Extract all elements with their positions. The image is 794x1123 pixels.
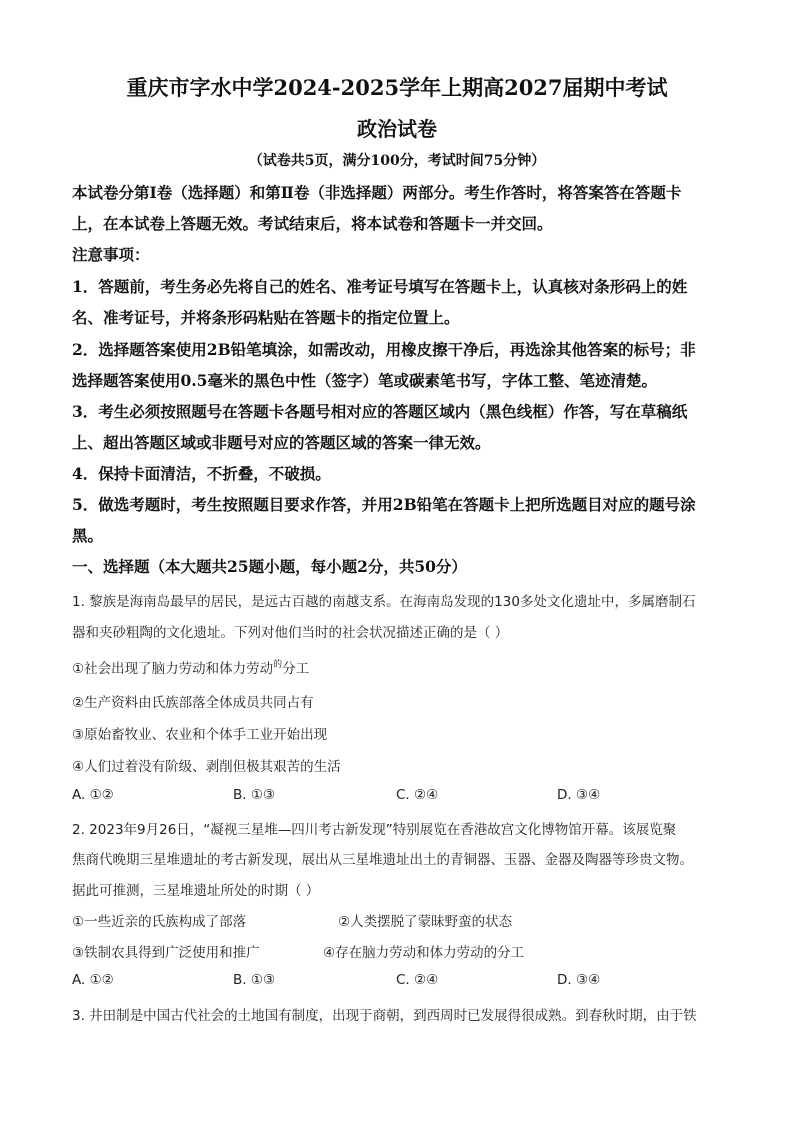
q3-stem-line-1: 3. 井田制是中国古代社会的土地国有制度，出现于商朝，到西周时已发展得很成熟。到春秋时期，由于铁: [72, 1008, 697, 1024]
notice-item-5-line-2: 黑。: [72, 526, 104, 545]
notice-item-3-line-1: 3．考生必须按照题号在答题卡各题号相对应的答题区域内（黑色线框）作答，写在草稿纸: [72, 402, 688, 421]
q2-stem-line-2: 焦商代晚期三星堆遗址的考古新发现，展出从三星堆遗址出土的青铜器、玉器、金器及陶器等珍贵文物。: [72, 852, 693, 868]
q2-statement-4: ④存在脑力劳动和体力劳动的分工: [323, 945, 525, 961]
q2-statement-2: ②人类摆脱了蒙昧野蛮的状态: [338, 914, 513, 930]
notice-heading: 注意事项：: [72, 245, 150, 264]
q1-statement-4: ④人们过着没有阶级、剥削但极其艰苦的生活: [72, 759, 341, 775]
q2-option-a[interactable]: A. ①②: [72, 972, 114, 988]
q1-option-d[interactable]: D. ③④: [557, 787, 601, 803]
q1-option-a[interactable]: A. ①②: [72, 787, 114, 803]
subject-title: 政治试卷: [357, 117, 437, 141]
q1-statement-1: [72, 657, 309, 677]
q1-statement-1-sup: 的: [273, 660, 283, 670]
q2-statement-3: ③铁制农具得到广泛使用和推广: [72, 945, 260, 961]
q1-statement-2: ②生产资料由氏族部落全体成员共同占有: [72, 695, 314, 711]
q2-stem-line-1: 2. 2023年9月26日，“凝视三星堆—四川考古新发现”特别展览在香港故宫文化博物馆开幕。该展览聚: [72, 822, 677, 838]
section-heading-choice: 一、选择题（本大题共25题小题，每小题2分，共50分）: [72, 557, 467, 576]
q1-statement-3: ③原始畜牧业、农业和个体手工业开始出现: [72, 727, 328, 743]
q1-stem-line-2: 器和夹砂粗陶的文化遗址。下列对他们当时的社会状况描述正确的是（ ）: [72, 625, 509, 641]
notice-item-3-line-2: 上、超出答题区域或非题号对应的答题区域的答案一律无效。: [72, 433, 491, 452]
q1-statement-1-end: 分工: [282, 661, 310, 677]
q2-statement-1: ①一些近亲的氏族构成了部落: [72, 914, 247, 930]
q2-stem-line-3: 据此可推测，三星堆遗址所处的时期（ ）: [72, 883, 320, 899]
intro-line-2: 上，在本试卷上答题无效。考试结束后，将本试卷和答题卡一并交回。: [72, 214, 553, 233]
exam-info: （试卷共5页，满分100分，考试时间75分钟）: [248, 153, 546, 169]
q1-option-b[interactable]: B. ①③: [233, 787, 276, 803]
notice-item-5-line-1: 5．做选考题时，考生按照题目要求作答，并用2B铅笔在答题卡上把所选题目对应的题号涂: [72, 495, 696, 514]
q1-option-c[interactable]: C. ②④: [396, 787, 439, 803]
intro-line-1: 本试卷分第Ⅰ卷（选择题）和第Ⅱ卷（非选择题）两部分。考生作答时，将答案答在答题卡: [72, 183, 682, 202]
notice-item-4: 4．保持卡面清洁，不折叠，不破损。: [72, 464, 331, 483]
notice-item-1-line-2: 名、准考证号，并将条形码粘贴在答题卡的指定位置上。: [72, 308, 460, 327]
notice-item-1-line-1: 1．答题前，考生务必先将自己的姓名、准考证号填写在答题卡上，认真核对条形码上的姓: [72, 277, 688, 296]
notice-item-2-line-2: 选择题答案使用0.5毫米的黑色中性（签字）笔或碳素笔书写，字体工整、笔迹清楚。: [72, 371, 657, 390]
notice-item-2-line-1: 2．选择题答案使用2B铅笔填涂，如需改动，用橡皮擦干净后，再选涂其他答案的标号；非: [72, 340, 696, 359]
q1-stem-line-1: 1. 黎族是海南岛最早的居民，是远古百越的南越支系。在海南岛发现的130多处文化遗址中，多属磨制石: [72, 594, 696, 610]
q2-option-d[interactable]: D. ③④: [557, 972, 601, 988]
exam-title: 重庆市字水中学2024-2025学年上期高2027届期中考试: [126, 75, 668, 100]
q1-statement-1-main: ①社会出现了脑力劳动和体力劳动: [72, 661, 274, 677]
q2-option-c[interactable]: C. ②④: [396, 972, 439, 988]
q2-option-b[interactable]: B. ①③: [233, 972, 276, 988]
